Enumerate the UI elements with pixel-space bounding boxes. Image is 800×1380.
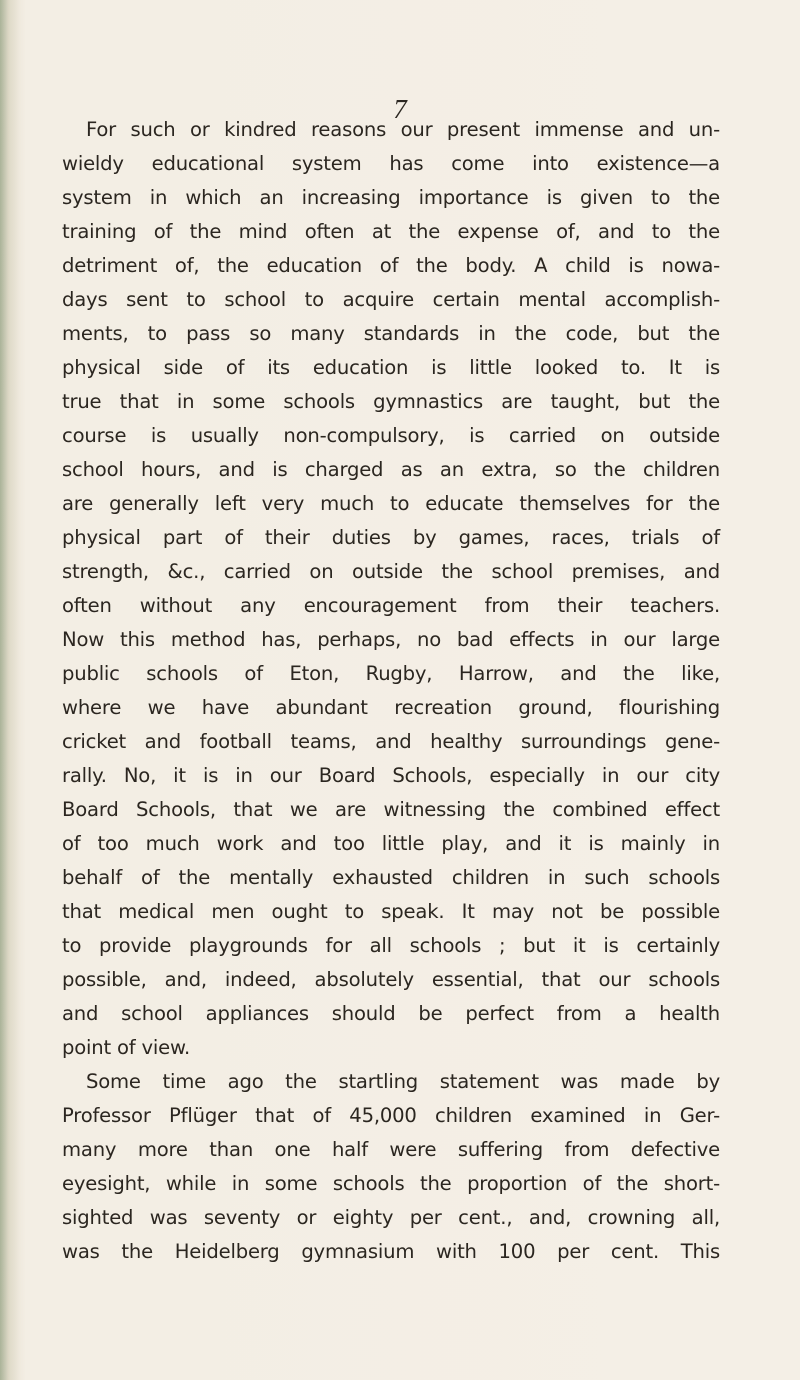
- text-line: physical side of its education is little looked to. It is: [62, 356, 720, 379]
- text-line: rally. No, it is in our Board Schools, especially in our city: [62, 764, 720, 787]
- text-line: For such or kindred reasons our present immense and un-: [86, 118, 720, 141]
- text-line: course is usually non-compulsory, is carried on outside: [62, 424, 720, 447]
- text-line: that medical men ought to speak. It may not be possible: [62, 900, 720, 923]
- text-line: of too much work and too little play, and it is mainly in: [62, 832, 720, 855]
- page-number: 7: [393, 94, 407, 124]
- text-line: wieldy educational system has come into existence—a: [62, 152, 720, 175]
- text-line: sighted was seventy or eighty per cent., and, crowning all,: [62, 1206, 720, 1229]
- text-line: Now this method has, perhaps, no bad effects in our large: [62, 628, 720, 651]
- text-line: system in which an increasing importance is given to the: [62, 186, 720, 209]
- text-line: possible, and, indeed, absolutely essential, that our schools: [62, 968, 720, 991]
- text-line: cricket and football teams, and healthy surroundings gene-: [62, 730, 720, 753]
- text-line: detriment of, the education of the body. A child is nowa-: [62, 254, 720, 277]
- text-line: often without any encouragement from their teachers.: [62, 594, 720, 617]
- text-line: days sent to school to acquire certain mental accomplish-: [62, 288, 720, 311]
- text-line: eyesight, while in some schools the proportion of the short-: [62, 1172, 720, 1195]
- text-line: school hours, and is charged as an extra, so the children: [62, 458, 720, 481]
- text-line: behalf of the mentally exhausted children in such schools: [62, 866, 720, 889]
- text-line: physical part of their duties by games, races, trials of: [62, 526, 720, 549]
- text-line: where we have abundant recreation ground, flourishing: [62, 696, 720, 719]
- text-line: true that in some schools gymnastics are taught, but the: [62, 390, 720, 413]
- text-line: ments, to pass so many standards in the code, but the: [62, 322, 720, 345]
- text-line: Professor Pflüger that of 45,000 children examined in Ger-: [62, 1104, 720, 1127]
- text-line: Some time ago the startling statement was made by: [86, 1070, 720, 1093]
- text-line: point of view.: [62, 1036, 191, 1059]
- text-line: training of the mind often at the expense of, and to the: [62, 220, 720, 243]
- text-line: many more than one half were suffering from defective: [62, 1138, 720, 1161]
- binding-edge: [0, 0, 20, 1380]
- body-text: [62, 113, 720, 1269]
- text-line: strength, &c., carried on outside the school premises, and: [62, 560, 720, 583]
- text-line: to provide playgrounds for all schools ; but it is certainly: [62, 934, 720, 957]
- text-line: public schools of Eton, Rugby, Harrow, and the like,: [62, 662, 720, 685]
- text-line: are generally left very much to educate themselves for the: [62, 492, 720, 515]
- text-line: Board Schools, that we are witnessing the combined effect: [62, 798, 720, 821]
- text-line: was the Heidelberg gymnasium with 100 per cent. This: [62, 1240, 720, 1263]
- text-line: and school appliances should be perfect from a health: [62, 1002, 720, 1025]
